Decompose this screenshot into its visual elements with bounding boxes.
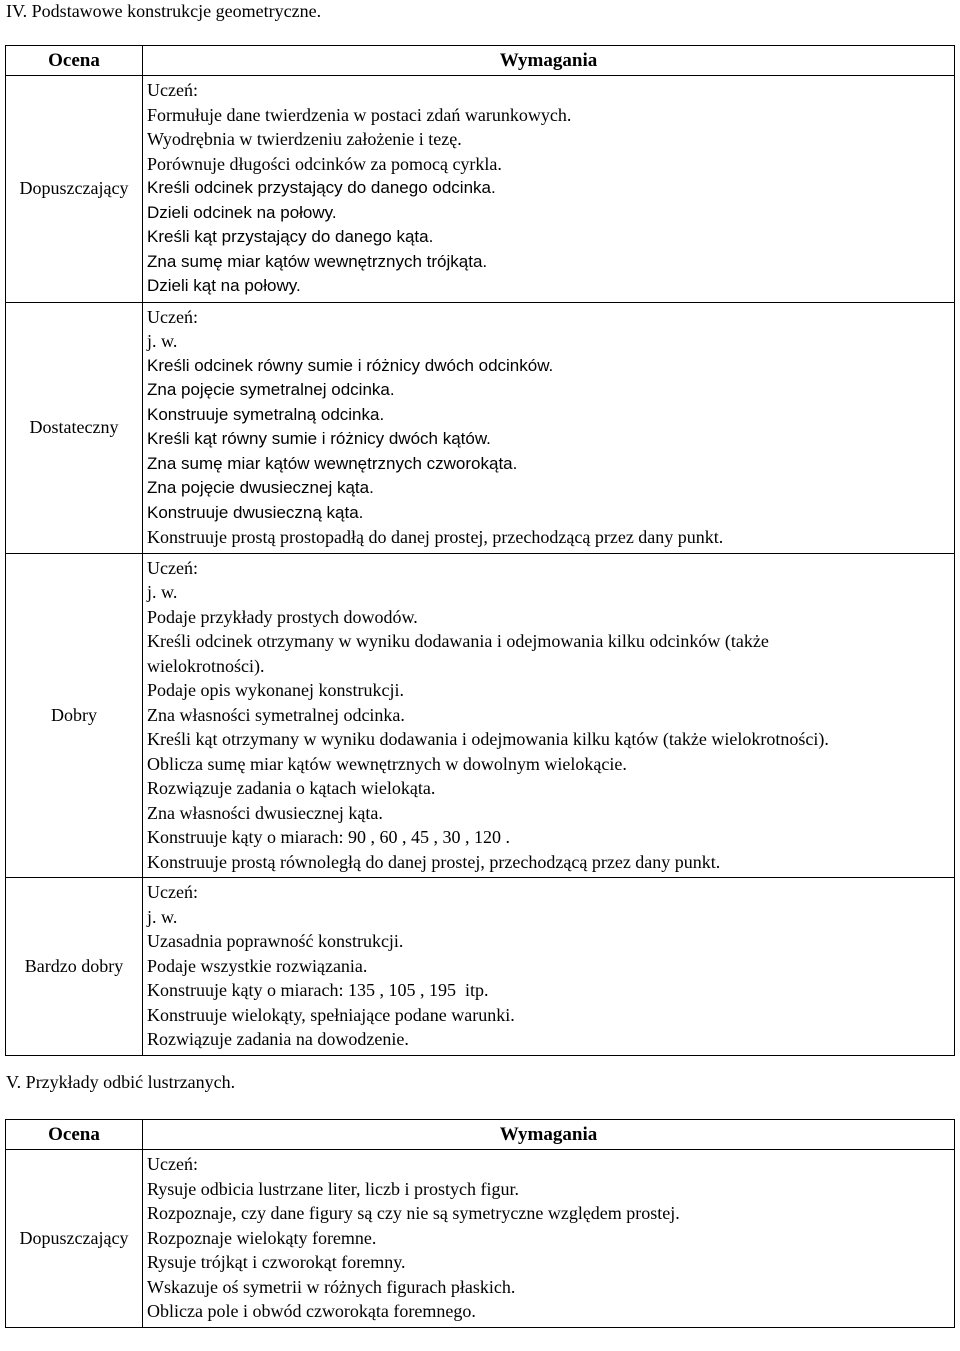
table-row	[6, 553, 955, 878]
requirement-line: Rozwiązuje zadania na dowodzenie.	[147, 1029, 409, 1049]
table-header-row	[6, 1120, 955, 1150]
requirement-line: Konstruuje prostą prostopadłą do danej prostej, przechodzącą przez dany punkt.	[147, 527, 724, 547]
requirement-line: Uczeń:	[147, 80, 198, 100]
requirement-line: Konstruuje kąty o miarach: 90 , 60 , 45 , 30 , 120 .	[147, 827, 510, 847]
requirement-line: Konstruuje dwusieczną kąta.	[147, 502, 364, 522]
requirement-line: Konstruuje kąty o miarach: 135 , 105 , 195 itp.	[147, 980, 489, 1000]
requirement-line: Kreśli kąt równy sumie i różnicy dwóch kątów.	[147, 429, 491, 448]
grade-cell: Dostateczny	[6, 302, 143, 553]
requirement-line: Uczeń:	[147, 557, 198, 578]
requirement-line: Rysuje odbicia lustrzane liter, liczb i prostych figur.	[147, 1178, 519, 1199]
requirement-line: Uzasadnia poprawność konstrukcji.	[147, 931, 404, 951]
requirement-line: Rysuje trójkąt i czworokąt foremny.	[147, 1252, 406, 1272]
table-row	[6, 76, 955, 303]
requirement-line: Formułuje dane twierdzenia w postaci zdań warunkowych.	[147, 104, 572, 125]
requirement-line: Zna sumę miar kątów wewnętrznych czworokąta.	[147, 453, 518, 473]
grade-cell: Dopuszczający	[6, 1150, 143, 1328]
requirement-line: Kreśli kąt przystający do danego kąta.	[147, 227, 434, 246]
requirement-line: wielokrotności).	[147, 655, 265, 676]
requirement-line: Zna pojęcie symetralnej odcinka.	[147, 380, 395, 399]
requirement-line: Zna sumę miar kątów wewnętrznych trójkąta.	[147, 251, 488, 271]
requirement-line: Kreśli odcinek równy sumie i różnicy dwóch odcinków.	[147, 355, 554, 375]
requirement-line: Uczeń:	[147, 1154, 198, 1174]
requirement-line: Podaje opis wykonanej konstrukcji.	[147, 680, 404, 700]
section-4-title: IV. Podstawowe konstrukcje geometryczne.	[6, 1, 322, 21]
requirement-line: Zna własności dwusiecznej kąta.	[147, 802, 383, 823]
requirements-table-section-4	[5, 45, 955, 1056]
table-header-row	[6, 46, 955, 76]
requirement-line: Dzieli odcinek na połowy.	[147, 202, 337, 222]
header-requirements: Wymagania	[143, 1120, 955, 1150]
header-grade: Ocena	[6, 1120, 143, 1150]
requirement-line: Dzieli kąt na połowy.	[147, 276, 301, 295]
table-row	[6, 1150, 955, 1328]
requirements-cell	[143, 878, 955, 1056]
requirement-line: Oblicza sumę miar kątów wewnętrznych w dowolnym wielokącie.	[147, 753, 627, 774]
grade-cell: Bardzo dobry	[6, 878, 143, 1056]
requirement-line: j. w.	[147, 331, 178, 351]
requirement-line: Kreśli odcinek otrzymany w wyniku dodawania i odejmowania kilku odcinków (także	[147, 631, 769, 651]
requirements-cell	[143, 1150, 955, 1328]
requirement-line: Wyodrębnia w twierdzeniu założenie i tezę.	[147, 129, 462, 149]
requirement-line: j. w.	[147, 582, 178, 602]
grade-cell: Dobry	[6, 553, 143, 878]
requirement-line: Konstruuje wielokąty, spełniające podane warunki.	[147, 1004, 515, 1025]
requirements-cell	[143, 76, 955, 303]
requirement-line: Oblicza pole i obwód czworokąta foremnego.	[147, 1301, 476, 1321]
requirement-line: Podaje wszystkie rozwiązania.	[147, 955, 368, 976]
header-grade: Ocena	[6, 46, 143, 76]
header-requirements: Wymagania	[143, 46, 955, 76]
requirement-line: Zna pojęcie dwusiecznej kąta.	[147, 478, 374, 497]
grade-cell: Dopuszczający	[6, 76, 143, 303]
requirement-line: j. w.	[147, 906, 178, 927]
requirement-line: Rozpoznaje wielokąty foremne.	[147, 1227, 377, 1248]
requirement-line: Uczeń:	[147, 306, 198, 327]
requirements-table-section-5	[5, 1119, 955, 1328]
requirement-line: Rozwiązuje zadania o kątach wielokąta.	[147, 778, 436, 798]
requirement-line: Kreśli odcinek przystający do danego odcinka.	[147, 178, 496, 197]
requirement-line: Zna własności symetralnej odcinka.	[147, 704, 405, 725]
requirement-line: Podaje przykłady prostych dowodów.	[147, 606, 418, 627]
requirement-line: Rozpoznaje, czy dane figury są czy nie są symetryczne względem prostej.	[147, 1203, 680, 1223]
requirements-cell	[143, 302, 955, 553]
requirement-line: Wskazuje oś symetrii w różnych figurach płaskich.	[147, 1276, 516, 1297]
requirement-line: Konstruuje prostą równoległą do danej prostej, przechodzącą przez dany punkt.	[147, 851, 721, 872]
requirement-line: Uczeń:	[147, 882, 198, 902]
table-row	[6, 878, 955, 1056]
requirements-cell	[143, 553, 955, 878]
requirement-line: Porównuje długości odcinków za pomocą cyrkla.	[147, 153, 502, 174]
requirement-line: Kreśli kąt otrzymany w wyniku dodawania i odejmowania kilku kątów (także wielokrotności).	[147, 729, 829, 749]
table-row	[6, 302, 955, 553]
requirement-line: Konstruuje symetralną odcinka.	[147, 404, 385, 424]
section-5-title: V. Przykłady odbić lustrzanych.	[6, 1072, 236, 1092]
